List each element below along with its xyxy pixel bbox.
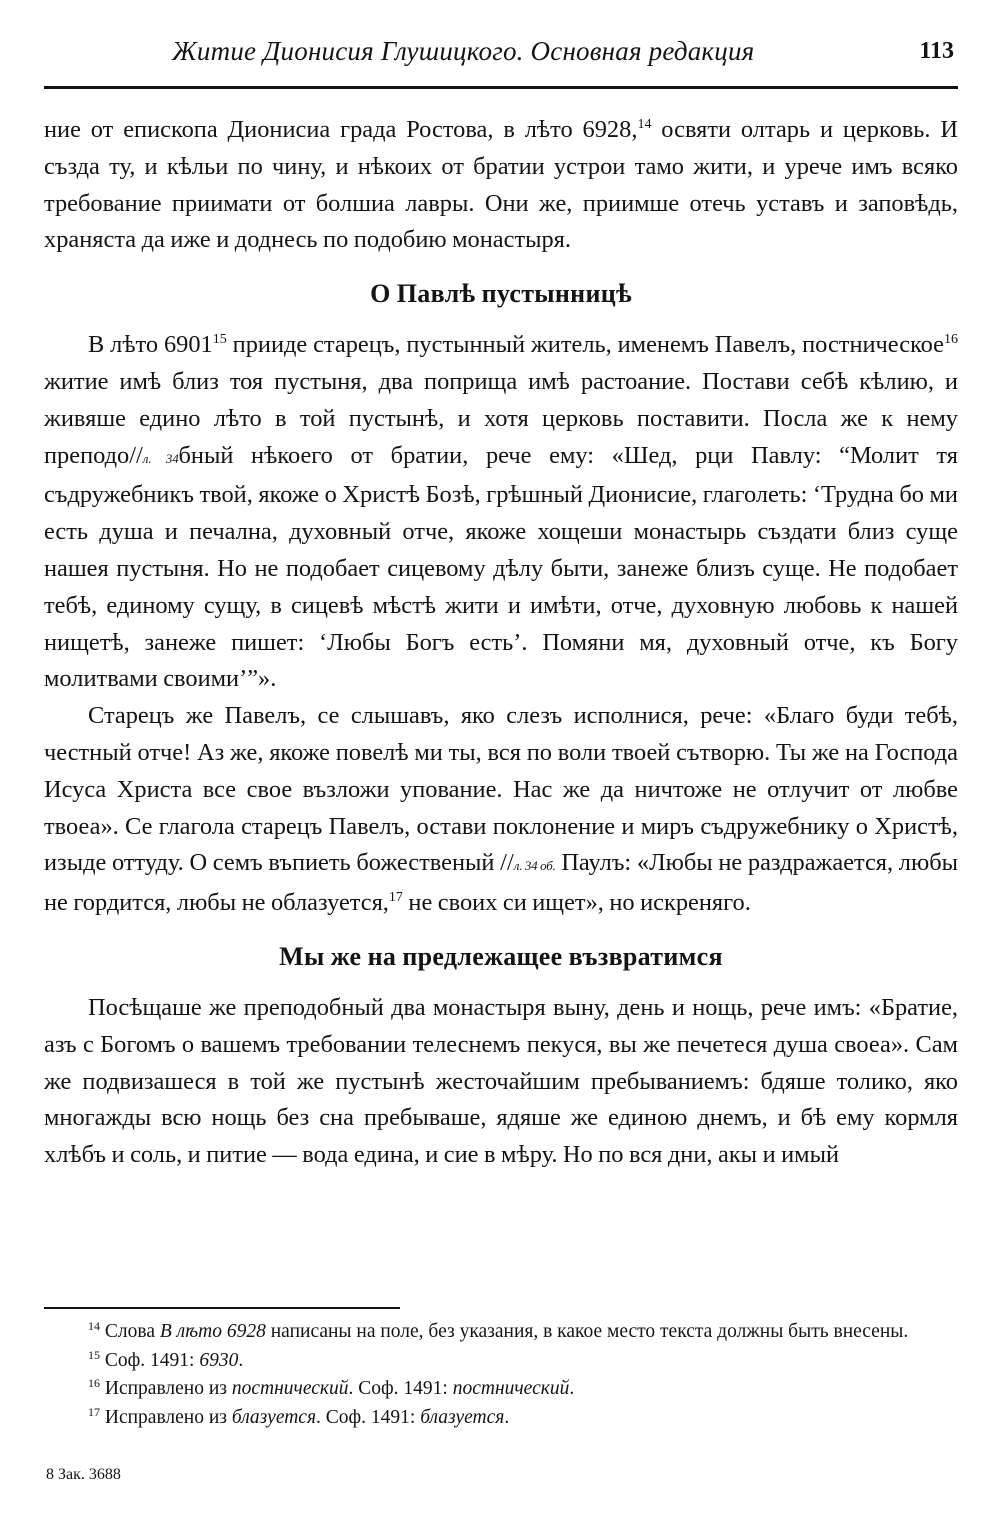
paragraph-continuation: ние от епископа Дионисиа града Ростова, в лѣто 6928,14 освяти олтарь и церковь. И създа ту, и кѣльи по чину, и нѣкоих от братии устрои тамо жити, и урече имъ всяко требование приимати от болшиа лавры. Они же, приимше отечь уставъ и заповѣдь, храняста да иже и доднесь по подобию монастыря. bbox=[44, 116, 958, 254]
folio-note: л. 34 об. bbox=[513, 858, 556, 874]
section-heading-return: Мы же на предлежащее възвратимся bbox=[279, 941, 723, 971]
footnote-17: $^{17}$ Исправлено из блазуется. Соф. 1491: блазуется. bbox=[88, 1404, 510, 1428]
footnote-rule bbox=[44, 1307, 400, 1309]
footnote-16: $^{16}$ Исправлено из постнический. Соф. 1491: постнический. bbox=[88, 1376, 575, 1399]
paragraph-pavel-reply: Старецъ же Павелъ, се слышавъ, яко слезъ исполнися, рече: «Благо буди тебѣ, честный отче! Аз же, якоже повелѣ ми ты, вся по воли твоей сътворю. Ты же на Господа Исуса Христа все свое възложи упование. Нас же да ничтоже не отлучит от любве твоеа». Се глагола старецъ Павелъ, остави поклонение и миръ съдружебнику о Христѣ, изыде оттуду. О семъ въпиеть божественый //л. 34 об. Паулъ: «Любы не раздражается, любы не гордится, любы не облазуется,$^{17}$ не своих си ищет», но искреняго. bbox=[44, 702, 958, 917]
header-rule bbox=[44, 86, 958, 89]
running-title: Житие Дионисия Глушицкого. Основная редакция bbox=[172, 36, 755, 66]
footnotes bbox=[44, 1318, 958, 1432]
folio-note: л. 34 bbox=[142, 450, 179, 466]
paragraph-pavel-arrival: В лѣто 6901$^{15}$ прииде старецъ, пустынный житель, именемъ Павелъ, постническое$^{16}$ житие имѣ близ тоя пустыня, два поприща имѣ растоание. Постави себѣ кѣлию, и живяше едино лѣто в той пустынѣ, и хотя церковь поставити. Посла же к нему преподо//л. 34бный нѣкоего от братии, рече ему: «Шед, рци Павлу: “Молит тя съдружебникъ твой, якоже о Христѣ Бозѣ, грѣшный Дионисие, глаголеть: ‘Трудна бо ми есть душа и печална, духовный отче, якоже хощеши монастырь създати близ суще нашея пустыня. Но не подобает сицевому дѣлу быти, занеже близъ суще. Не подобает тебѣ, единому сущу, в сицевѣ мѣстѣ жити и имѣти, отче, духовную любовь к нашей нищетѣ, занеже пишет: ‘Любы Богъ есть’. Помяни мя, духовный отче, къ Богу молитвами своими’”». bbox=[44, 331, 959, 693]
running-head bbox=[44, 34, 958, 74]
printer-signature: 8 Зак. 3688 bbox=[46, 1466, 121, 1483]
main-text bbox=[44, 112, 958, 1174]
footnote-ref-16[interactable]: 16 bbox=[944, 332, 959, 348]
footnote-ref-17[interactable]: 17 bbox=[388, 890, 403, 906]
footnote-15: $^{15}$ Соф. 1491: 6930. bbox=[88, 1347, 244, 1371]
paragraph-visits: Посѣщаше же преподобный два монастыря выну, день и нощь, рече имъ: «Братие, азъ с Богомъ о вашемъ требовании телеснемъ пекуся, вы же печетеся душа своеа». Сам же подвизашеся в той же пустынѣ жесточайшим пребываниемъ: бдяше толико, яко многажды всю нощь без сна пребываше, ядяше же единою днемъ, и бѣ ему кормля хлѣбъ и соль, и питие — вода едина, и сие в мѣру. Но по вся дни, акы и имый bbox=[44, 993, 958, 1169]
section-heading-pavel: О Павлѣ пустынницѣ bbox=[370, 279, 632, 309]
footnote-14: $^{14}$ Слова В лѣто 6928 написаны на поле, без указания, в какое место текста должны быть внесены. bbox=[88, 1319, 909, 1342]
footnote-ref-15[interactable]: 15 bbox=[212, 332, 227, 348]
footnote-ref-14[interactable]: 14 bbox=[637, 117, 652, 132]
folio-break-marker: // bbox=[500, 849, 514, 877]
page-number: 113 bbox=[919, 38, 954, 64]
folio-break-marker: // bbox=[129, 441, 143, 469]
